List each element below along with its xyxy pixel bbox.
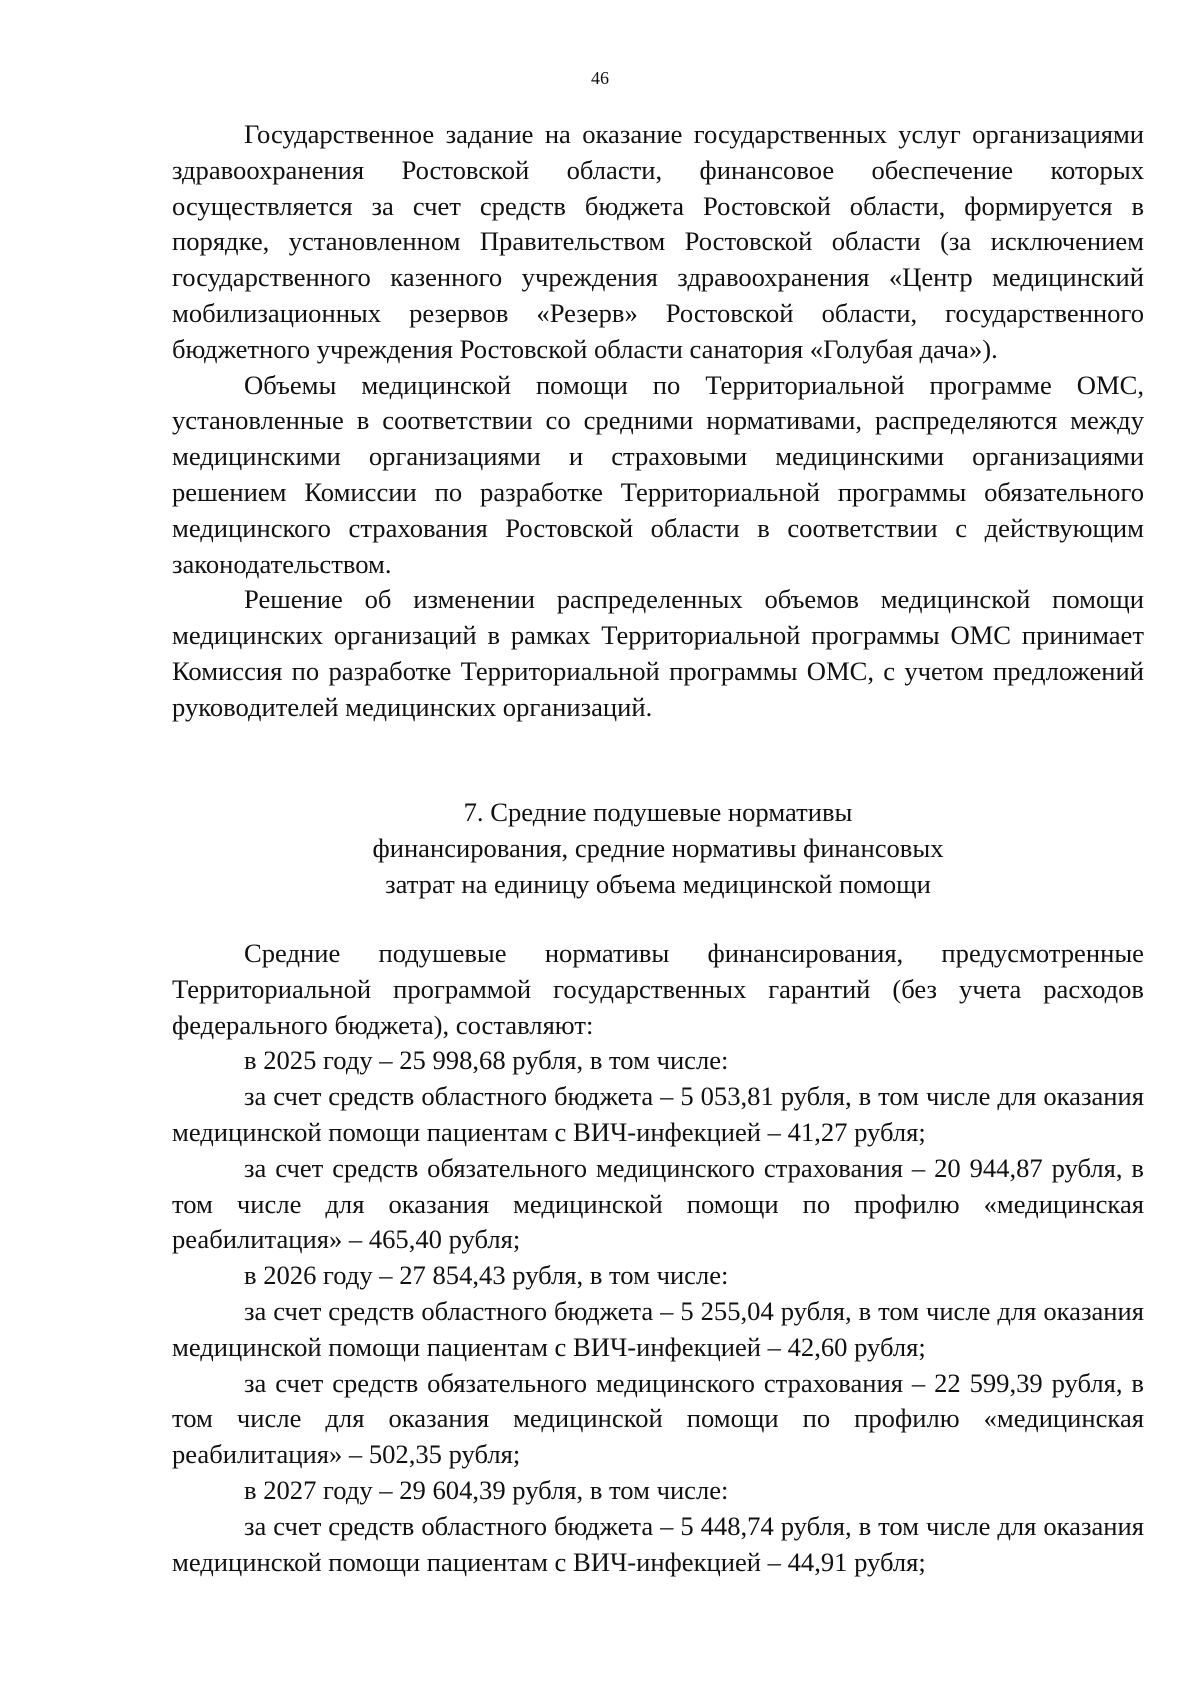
- section-heading-line-3: затрат на единицу объема медицинской помощи: [385, 869, 931, 899]
- section-heading: [172, 794, 1144, 902]
- paragraph-per-capita-intro: Средние подушевые нормативы финансирования, предусмотренные Территориальной программой государственных гарантий (без учета расходов федерального бюджета), составляют:: [172, 938, 1144, 1040]
- paragraph-volume-change-decision: Решение об изменении распределенных объемов медицинской помощи медицинских организаций в рамках Территориальной программы ОМС принимает Комиссия по разработке Территориальной программы ОМС, с учетом предложений руководителей медицинских организаций.: [172, 584, 1144, 722]
- body-text-top: [172, 117, 1144, 726]
- paragraph-year-2027: в 2027 году – 29 604,39 рубля, в том числе:: [244, 1474, 729, 1505]
- section-heading-line-1: 7. Средние подушевые нормативы: [463, 797, 853, 827]
- section-heading-line-2: финансирования, средние нормативы финансовых: [372, 833, 944, 863]
- paragraph-care-volumes: Объемы медицинской помощи по Территориальной программе ОМС, установленные в соответствии со средними нормативами, распределяются между медицинскими организациями и страховыми медицинскими организациями решением Комиссии по разработке Территориальной программы обязательного медицинского страхования Ростовской области в соответствии с действующим законодательством.: [172, 369, 1144, 579]
- paragraph-2026-oms: за счет средств обязательного медицинского страхования – 22 599,39 рубля, в том числе для оказания медицинской помощи по профилю «медицинская реабилитация» – 502,35 рубля;: [172, 1367, 1144, 1470]
- paragraph-year-2026: в 2026 году – 27 854,43 рубля, в том числе:: [244, 1260, 729, 1291]
- body-text-bottom: [172, 936, 1144, 1580]
- paragraph-year-2025: в 2025 году – 25 998,68 рубля, в том числе:: [244, 1045, 729, 1076]
- paragraph-2025-regional-budget: за счет средств областного бюджета – 5 053,81 рубля, в том числе для оказания медицинской помощи пациентам с ВИЧ-инфекцией – 41,27 рубля;: [172, 1081, 1144, 1147]
- paragraph-state-assignment: Государственное задание на оказание государственных услуг организациями здравоохранения Ростовской области, финансовое обеспечение которых осуществляется за счет средств бюджета Ростовской области, формируется в порядке, установленном Правительством Ростовской области (за исключением государственного казенного учреждения здравоохранения «Центр медицинский мобилизационных резервов «Резерв» Ростовской области, государственного бюджетного учреждения Ростовской области санатория «Голубая дача»).: [172, 119, 1144, 364]
- paragraph-2026-regional-budget: за счет средств областного бюджета – 5 255,04 рубля, в том числе для оказания медицинской помощи пациентам с ВИЧ-инфекцией – 42,60 рубля;: [172, 1295, 1144, 1362]
- page-number: 46: [591, 68, 609, 88]
- paragraph-2025-oms: за счет средств обязательного медицинского страхования – 20 944,87 рубля, в том числе для оказания медицинской помощи по профилю «медицинская реабилитация» – 465,40 рубля;: [172, 1152, 1144, 1255]
- paragraph-2027-regional-budget: за счет средств областного бюджета – 5 448,74 рубля, в том числе для оказания медицинской помощи пациентам с ВИЧ-инфекцией – 44,91 рубля;: [172, 1510, 1144, 1577]
